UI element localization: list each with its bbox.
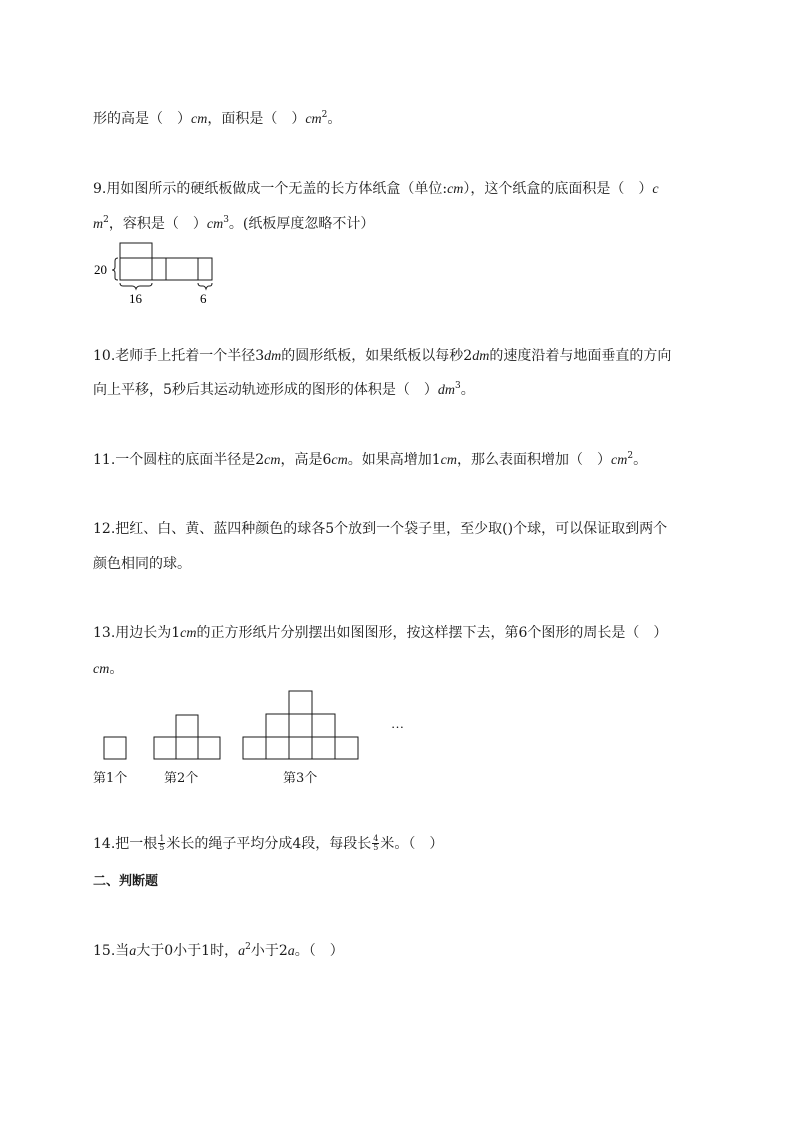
pattern-3-square: [243, 737, 266, 759]
question-10-line-2: 向上平移，5秒后其运动轨迹形成的图形的体积是（ ）$dm^3$。: [93, 381, 475, 398]
pattern-3-square: [266, 714, 289, 737]
pattern-3-square: [312, 737, 335, 759]
fraction-one-fifth: $\frac{1}{5}$: [159, 833, 165, 852]
pattern-3-square: [289, 691, 312, 714]
pattern-2-square: [198, 737, 220, 759]
pattern-caption-3: 第3个: [283, 771, 318, 786]
pattern-1-square: [104, 737, 126, 759]
pattern-3-square: [289, 714, 312, 737]
question-13-line-1: 13.用边长为1cm的正方形纸片分别摆出如图图形，按这样摆下去，第6个图形的周长是（ ）: [93, 625, 668, 641]
pattern-2-square: [176, 715, 198, 737]
square-pattern-figure: [100, 686, 420, 762]
figure-label-depth: 6: [200, 291, 207, 306]
pattern-2-square: [176, 737, 198, 759]
pattern-2-square: [154, 737, 176, 759]
pattern-3-square: [335, 737, 358, 759]
question-10-line-1: 10.老师手上托着一个半径3dm的圆形纸板，如果纸板以每秒2dm的速度沿着与地面垂直的方向: [93, 348, 672, 364]
pattern-caption-2: 第2个: [164, 771, 199, 786]
pattern-3-square: [312, 714, 335, 737]
question-13-line-2: cm。: [93, 661, 124, 677]
box-net-figure: [90, 240, 220, 306]
question-8-continuation: 形的高是（ ）cm，面积是（ ）$cm^2$。: [93, 110, 342, 127]
section-title-judgement: 二、判断题: [93, 874, 159, 889]
question-9-line-2: $m^2$，容积是（ ）$cm^3$。(纸板厚度忽略不计）: [93, 215, 375, 232]
question-12-line-1: 12.把红、白、黄、蓝四种颜色的球各5个放到一个袋子里，至少取()个球，可以保证取到两个: [93, 521, 668, 537]
fraction-four-fifths: $\frac{4}{5}$: [373, 833, 379, 852]
question-11: 11.一个圆柱的底面半径是2cm，高是6cm。如果高增加1cm，那么表面积增加（ ）$cm^2$。: [93, 451, 648, 468]
question-9-line-1: 9.用如图所示的硬纸板做成一个无盖的长方体纸盒（单位:cm），这个纸盒的底面积是（ ）c: [93, 181, 659, 197]
pattern-caption-1: 第1个: [93, 771, 128, 786]
figure-label-width: 16: [129, 291, 142, 306]
pattern-3-square: [289, 737, 312, 759]
pattern-3-square: [266, 737, 289, 759]
question-15: 15.当a大于0小于1时，$a^2$小于2a。（ ）: [93, 942, 344, 959]
figure-label-height: 20: [94, 262, 107, 277]
question-12-line-2: 颜色相同的球。: [93, 556, 191, 572]
question-14: 14.把一根 $\frac{1}{5}$ 米长的绳子平均分成4段，每段长 $\frac{4}{5}$ 米。（ ）: [93, 833, 444, 852]
pattern-ellipsis: …: [391, 716, 404, 731]
